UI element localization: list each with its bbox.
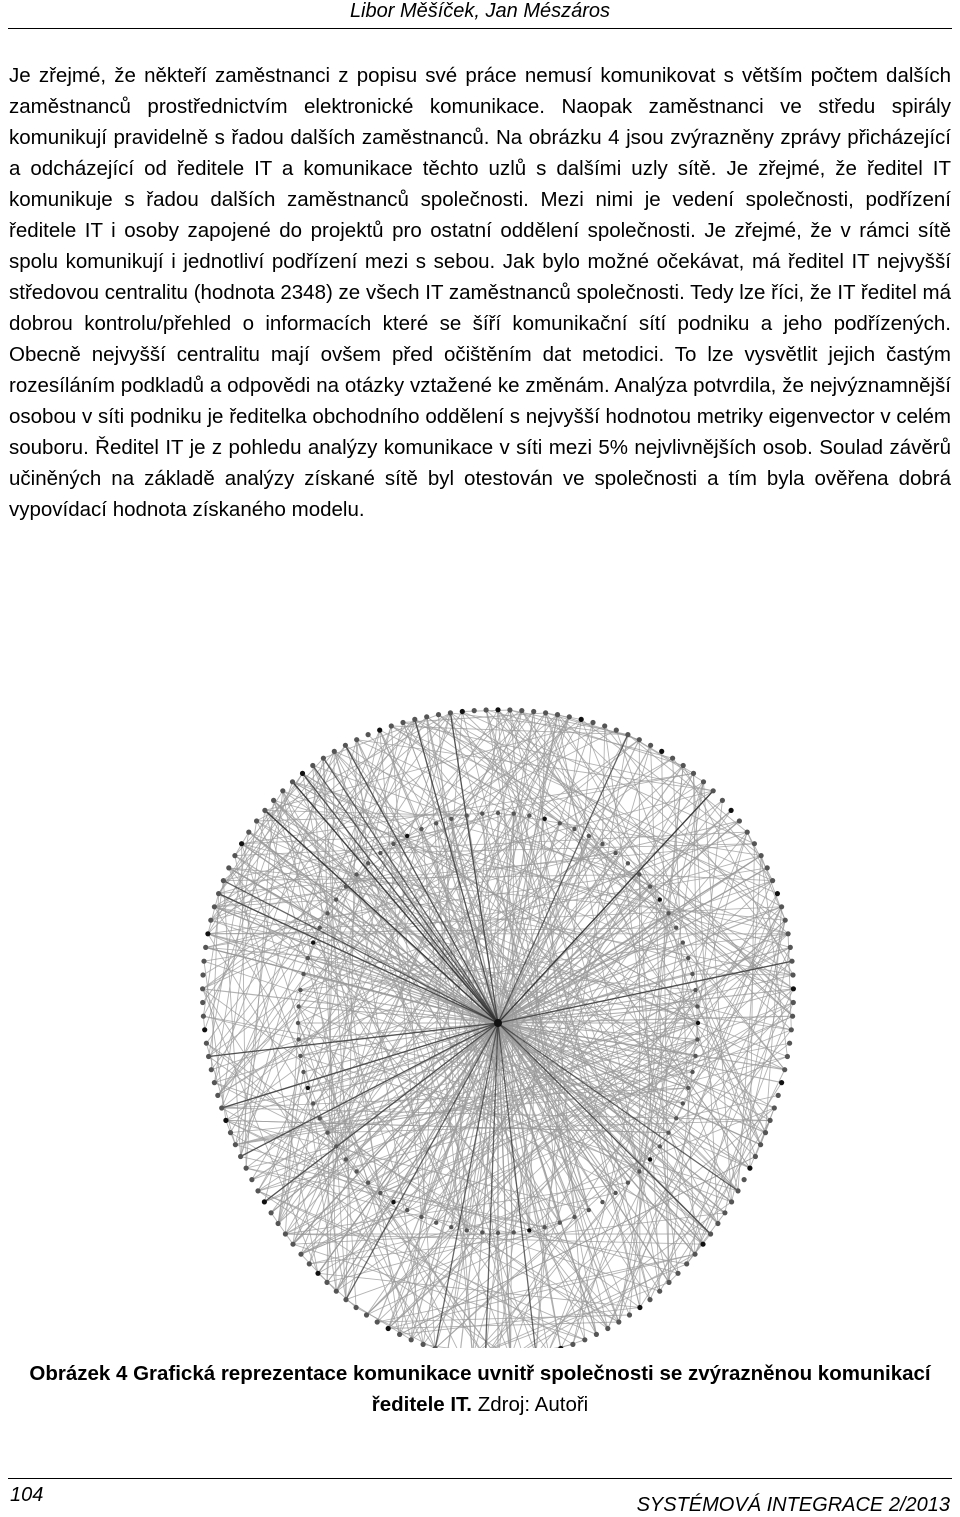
network-edge xyxy=(334,751,482,813)
network-node xyxy=(674,926,678,930)
network-edge xyxy=(673,758,773,880)
network-node xyxy=(745,830,750,835)
network-node xyxy=(325,911,329,915)
network-node xyxy=(648,884,652,888)
network-node xyxy=(752,841,757,846)
network-node xyxy=(434,1221,438,1225)
network-node xyxy=(204,1041,209,1046)
network-node xyxy=(232,853,237,858)
network-node xyxy=(354,1169,358,1173)
network-edge xyxy=(203,989,436,1348)
network-node xyxy=(208,918,213,923)
network-node xyxy=(681,940,685,944)
network-node xyxy=(366,861,370,865)
network-edge xyxy=(660,1120,770,1291)
network-node xyxy=(666,1280,671,1285)
network-node xyxy=(280,788,285,793)
network-node xyxy=(637,737,642,742)
network-node xyxy=(666,911,670,915)
network-node xyxy=(594,1332,599,1337)
network-node xyxy=(670,756,675,761)
figure-caption xyxy=(0,1358,960,1420)
network-edges xyxy=(203,710,794,1348)
network-node xyxy=(648,1157,652,1161)
network-node xyxy=(737,818,742,823)
network-node xyxy=(202,1027,207,1032)
network-node xyxy=(366,1181,370,1185)
network-node xyxy=(715,1221,720,1226)
network-edge xyxy=(687,920,786,1264)
network-node xyxy=(405,1208,409,1212)
network-node xyxy=(334,1289,339,1294)
network-node xyxy=(496,811,500,815)
network-node xyxy=(409,1337,414,1342)
network-node xyxy=(627,1312,632,1317)
network-node xyxy=(681,1101,685,1105)
network-node xyxy=(763,1130,768,1135)
network-node xyxy=(582,1337,587,1342)
network-node xyxy=(205,931,210,936)
network-node xyxy=(572,827,576,831)
network-node xyxy=(391,1200,395,1204)
network-node xyxy=(283,1231,288,1236)
network-node xyxy=(782,1067,787,1072)
network-node xyxy=(332,749,337,754)
network-node xyxy=(269,1210,274,1215)
network-node xyxy=(605,1326,610,1331)
network-edge xyxy=(257,821,467,1230)
network-node xyxy=(786,931,791,936)
network-node xyxy=(590,720,595,725)
network-node xyxy=(512,811,516,815)
network-node xyxy=(659,749,664,754)
network-node xyxy=(527,813,531,817)
network-node xyxy=(262,1199,267,1204)
network-node xyxy=(306,956,310,960)
network-node xyxy=(785,1054,790,1059)
network-node xyxy=(695,1037,699,1041)
network-node xyxy=(246,830,251,835)
network-node xyxy=(693,1054,697,1058)
network-node xyxy=(318,1116,322,1120)
network-node xyxy=(791,1000,796,1005)
network-node xyxy=(648,743,653,748)
network-node xyxy=(531,709,536,714)
network-node xyxy=(693,988,697,992)
network-node xyxy=(300,771,305,776)
network-figure xyxy=(168,588,808,1348)
network-node xyxy=(480,1230,484,1234)
network-node xyxy=(788,945,793,950)
network-node xyxy=(543,1225,547,1229)
network-node xyxy=(377,728,382,733)
network-node xyxy=(296,1021,300,1025)
network-node xyxy=(354,1305,359,1310)
network-node xyxy=(206,1054,211,1059)
network-edge xyxy=(546,713,793,1016)
network-node xyxy=(389,723,394,728)
network-node xyxy=(249,1177,254,1182)
network-node xyxy=(602,723,607,728)
network-node xyxy=(449,817,453,821)
network-node xyxy=(465,813,469,817)
network-node xyxy=(386,1326,391,1331)
network-node xyxy=(658,1144,662,1148)
network-node xyxy=(310,763,315,768)
network-node xyxy=(484,707,489,712)
body-paragraph: Je zřejmé, že někteří zaměstnanci z popisu své práce nemusí komunikovat s větším počtem dalších zaměstnanců prostřednictvím elektronické komunikace. Naopak zaměstnanci ve středu spirály komunikují pravidelně s řadou dalších zaměstnanců. Na obrázku 4 jsou zvýrazněny zprávy přicházející a odcházející od ředitele IT a komunikace těchto uzlů s dalšími uzly sítě. Je zřejmé, že ředitel IT komunikuje s řadou dalších zaměstnanců společnosti. Mezi nimi je vedení společnosti, podřízení ředitele IT i osoby zapojené do projektů pro ostatní oddělení společnosti. Je zřejmé, že v rámci sítě spolu komunikují i jednotliví podřízení mezi s sebou. Jak bylo možné očekávat, má ředitel IT nejvyšší středovou centralitu (hodnota 2348) ze všech IT zaměstnanců společnosti. Tedy lze říci, že IT ředitel má dobrou kontrolu/přehled o informacích které se šíří komunikační sítí podniku a jeho podřízených. Obecně nejvyšší centralitu mají ovšem před očištěním dat metodici. To lze vysvětlit jejich častým rozesíláním podkladů a odpovědi na otázky vztažené ke změnám. Analýza potvrdila, že nejvýznamnější osobou v síti podniku je ředitelka obchodního oddělení s nejvyšší hodnotou metriky eigenvector v celém souboru. Ředitel IT je z pohledu analýzy komunikace v síti mezi 5% nejvlivnějších osob. Soulad závěrů učiněných na základě analýzy získané sítě byl otestován ve společnosti a tím byla ověřena dobrá vypovídací hodnota získaného modelu. xyxy=(9,64,951,521)
network-node xyxy=(324,1280,329,1285)
network-node xyxy=(221,878,226,883)
network-node xyxy=(201,959,206,964)
network-node xyxy=(424,714,429,719)
network-node xyxy=(681,763,686,768)
network-node xyxy=(696,1021,700,1025)
network-node xyxy=(290,1242,295,1247)
network-node xyxy=(405,834,409,838)
network-node xyxy=(400,720,405,725)
network-node xyxy=(296,1037,300,1041)
network-node xyxy=(480,811,484,815)
network-node xyxy=(722,1210,727,1215)
network-node xyxy=(600,842,604,846)
network-node xyxy=(254,818,259,823)
network-node xyxy=(776,1093,781,1098)
network-node xyxy=(343,1297,348,1302)
network-node xyxy=(701,779,706,784)
network-node xyxy=(472,708,477,713)
network-node xyxy=(765,865,770,870)
network-node xyxy=(758,1142,763,1147)
network-node xyxy=(255,1188,260,1193)
figure-caption-source: Zdroj: Autoři xyxy=(472,1393,589,1416)
network-node xyxy=(212,1080,217,1085)
network-node xyxy=(301,972,305,976)
network-node xyxy=(271,798,276,803)
network-node xyxy=(555,712,560,717)
network-node xyxy=(666,1131,670,1135)
network-node xyxy=(244,1166,249,1171)
network-node xyxy=(686,1086,690,1090)
network-node xyxy=(391,842,395,846)
network-node xyxy=(775,891,780,896)
network-node xyxy=(344,884,348,888)
network-node xyxy=(637,1305,642,1310)
network-node xyxy=(674,1116,678,1120)
network-node xyxy=(412,717,417,722)
running-head-authors: Libor Měšíček, Jan Mészáros xyxy=(349,0,611,22)
figure-caption-title: Obrázek 4 Grafická reprezentace komunikace uvnitř společnosti se zvýrazněnou komunikací ředitele IT. xyxy=(29,1362,931,1416)
header-divider xyxy=(8,28,952,29)
network-node xyxy=(200,1000,205,1005)
network-node xyxy=(790,1014,795,1019)
network-node xyxy=(587,1208,591,1212)
network-node xyxy=(298,1252,303,1257)
network-node xyxy=(296,1004,300,1008)
network-node xyxy=(354,737,359,742)
network-node xyxy=(759,853,764,858)
page-number: 104 xyxy=(10,1484,44,1506)
network-node xyxy=(587,834,591,838)
network-node xyxy=(647,1297,652,1302)
network-node xyxy=(625,732,630,737)
network-node xyxy=(215,1093,220,1098)
network-node xyxy=(436,712,441,717)
network-node xyxy=(419,827,423,831)
network-node xyxy=(742,1177,747,1182)
network-node xyxy=(212,904,217,909)
network-node xyxy=(579,717,584,722)
network-node xyxy=(298,988,302,992)
network-node xyxy=(298,1054,302,1058)
network-node xyxy=(507,707,512,712)
network-node xyxy=(708,1231,713,1236)
network-node xyxy=(729,808,734,813)
network-node xyxy=(686,956,690,960)
network-node xyxy=(690,972,694,976)
network-node xyxy=(690,1070,694,1074)
network-node xyxy=(691,771,696,776)
network-node xyxy=(434,821,438,825)
network-node xyxy=(397,1332,402,1337)
network-node xyxy=(343,743,348,748)
network-node xyxy=(695,1004,699,1008)
network-node xyxy=(354,872,358,876)
network-node xyxy=(201,1014,206,1019)
network-node xyxy=(779,1080,784,1085)
network-node xyxy=(375,1319,380,1324)
network-node xyxy=(637,872,641,876)
network-edge xyxy=(391,726,650,887)
network-edge xyxy=(345,745,498,1023)
network-node xyxy=(228,1130,233,1135)
network-node xyxy=(558,1221,562,1225)
network-node xyxy=(226,865,231,870)
network-node xyxy=(276,1221,281,1226)
network-node xyxy=(378,1191,382,1195)
network-node xyxy=(789,959,794,964)
network-node xyxy=(770,878,775,883)
network-node xyxy=(200,972,205,977)
network-node xyxy=(366,732,371,737)
network-node xyxy=(216,891,221,896)
journal-name: SYSTÉMOVÁ INTEGRACE 2/2013 xyxy=(636,1494,950,1516)
network-node xyxy=(567,714,572,719)
network-node xyxy=(791,986,796,991)
network-node xyxy=(543,817,547,821)
network-node xyxy=(572,1215,576,1219)
network-node xyxy=(768,1118,773,1123)
network-node xyxy=(449,1225,453,1229)
network-node xyxy=(543,710,548,715)
network-node xyxy=(657,1289,662,1294)
network-node xyxy=(779,904,784,909)
network-node xyxy=(307,1261,312,1266)
network-node xyxy=(378,851,382,855)
network-node xyxy=(626,1181,630,1185)
network-node xyxy=(790,972,795,977)
network-node xyxy=(334,1144,338,1148)
network-node xyxy=(223,1118,228,1123)
network-node xyxy=(290,779,295,784)
network-node xyxy=(203,945,208,950)
network-node xyxy=(465,1228,469,1232)
network-node xyxy=(729,1199,734,1204)
network-node xyxy=(684,1261,689,1266)
network-node xyxy=(419,1215,423,1219)
network-node xyxy=(527,1228,531,1232)
network-node xyxy=(334,897,338,901)
network-node xyxy=(344,1157,348,1161)
network-node xyxy=(735,1188,740,1193)
network-node xyxy=(233,1142,238,1147)
network-node xyxy=(637,1169,641,1173)
network-node xyxy=(209,1067,214,1072)
network-node xyxy=(315,1271,320,1276)
network-node xyxy=(613,851,617,855)
network-node xyxy=(494,1019,502,1027)
footer-divider xyxy=(8,1478,952,1479)
network-node xyxy=(570,1342,575,1347)
network-node xyxy=(311,1101,315,1105)
network-node xyxy=(301,1070,305,1074)
network-node xyxy=(558,821,562,825)
communication-network-graph xyxy=(168,588,808,1348)
network-node xyxy=(600,1200,604,1204)
network-node xyxy=(700,1242,705,1247)
network-node xyxy=(747,1166,752,1171)
network-node xyxy=(711,788,716,793)
network-node xyxy=(321,756,326,761)
network-node xyxy=(238,1154,243,1159)
network-node xyxy=(658,897,662,901)
network-edge xyxy=(732,947,791,1202)
network-node xyxy=(616,1319,621,1324)
network-node xyxy=(783,918,788,923)
network-node xyxy=(239,841,244,846)
network-node xyxy=(519,708,524,713)
network-node xyxy=(692,1252,697,1257)
network-node xyxy=(613,1191,617,1195)
network-node xyxy=(787,1041,792,1046)
network-node xyxy=(364,1312,369,1317)
network-edge xyxy=(498,1023,603,1202)
network-node xyxy=(614,728,619,733)
network-node xyxy=(495,707,500,712)
network-node xyxy=(789,1027,794,1032)
network-node xyxy=(626,861,630,865)
network-node xyxy=(675,1271,680,1276)
network-node xyxy=(772,1105,777,1110)
network-node xyxy=(421,1342,426,1347)
network-node xyxy=(219,1105,224,1110)
network-node xyxy=(512,1230,516,1234)
network-edge xyxy=(498,1023,596,1334)
network-node xyxy=(753,1154,758,1159)
network-node xyxy=(460,709,465,714)
network-node xyxy=(200,986,205,991)
network-node xyxy=(311,940,315,944)
network-node xyxy=(720,798,725,803)
network-node xyxy=(448,710,453,715)
network-node xyxy=(318,926,322,930)
network-node xyxy=(496,1231,500,1235)
network-node xyxy=(325,1131,329,1135)
network-node xyxy=(262,808,267,813)
network-node xyxy=(306,1086,310,1090)
